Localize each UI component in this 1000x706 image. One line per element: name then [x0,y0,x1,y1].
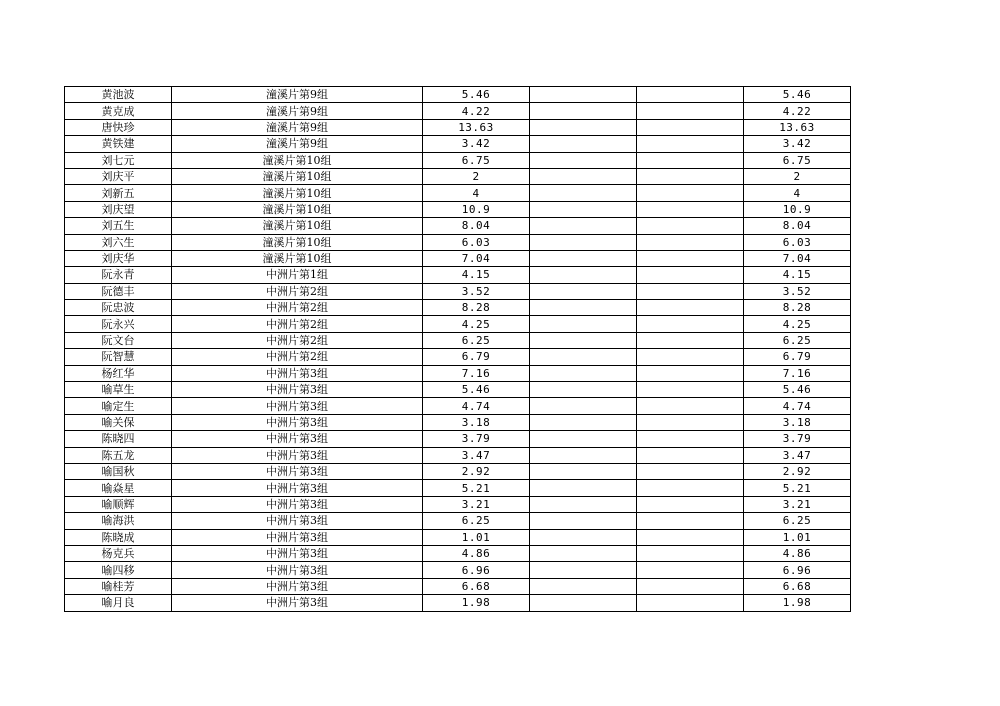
cell-group: 中洲片第2组 [172,316,423,332]
cell-total: 3.21 [744,496,851,512]
cell-empty [637,218,744,234]
table-body [65,87,851,612]
cell-total: 1.01 [744,529,851,545]
cell-total: 2 [744,168,851,184]
cell-value: 8.28 [423,300,530,316]
cell-total: 4.15 [744,267,851,283]
cell-empty [637,529,744,545]
cell-empty [637,267,744,283]
table-row [65,365,851,381]
cell-value: 3.79 [423,431,530,447]
cell-group: 中洲片第2组 [172,283,423,299]
cell-empty [637,185,744,201]
cell-empty [637,332,744,348]
cell-empty [637,349,744,365]
cell-value: 4.22 [423,103,530,119]
cell-empty [530,316,637,332]
cell-group: 中洲片第3组 [172,382,423,398]
cell-group: 中洲片第3组 [172,447,423,463]
cell-name: 阮文台 [65,332,172,348]
table-row [65,398,851,414]
cell-empty [530,201,637,217]
cell-empty [637,496,744,512]
cell-group: 潼溪片第9组 [172,119,423,135]
cell-total: 6.96 [744,562,851,578]
cell-group: 中洲片第3组 [172,529,423,545]
cell-total: 6.25 [744,332,851,348]
cell-empty [530,496,637,512]
cell-value: 4.86 [423,545,530,561]
cell-name: 刘五生 [65,218,172,234]
cell-empty [530,431,637,447]
cell-value: 3.52 [423,283,530,299]
cell-empty [637,578,744,594]
cell-empty [530,447,637,463]
cell-empty [637,250,744,266]
cell-group: 中洲片第3组 [172,513,423,529]
cell-value: 5.46 [423,382,530,398]
cell-total: 3.52 [744,283,851,299]
cell-group: 中洲片第3组 [172,431,423,447]
cell-empty [530,332,637,348]
table-row [65,218,851,234]
cell-group: 潼溪片第10组 [172,168,423,184]
cell-empty [637,365,744,381]
cell-empty [637,300,744,316]
cell-name: 喻草生 [65,382,172,398]
cell-empty [637,562,744,578]
cell-empty [637,447,744,463]
cell-empty [530,168,637,184]
cell-name: 陈五龙 [65,447,172,463]
table-row [65,201,851,217]
table-row [65,431,851,447]
data-table [64,86,851,612]
cell-group: 中洲片第3组 [172,398,423,414]
cell-total: 2.92 [744,463,851,479]
table-row [65,578,851,594]
table-row [65,332,851,348]
cell-group: 中洲片第3组 [172,595,423,611]
cell-empty [637,234,744,250]
cell-empty [637,152,744,168]
cell-name: 喻桂芳 [65,578,172,594]
cell-name: 喻定生 [65,398,172,414]
cell-empty [530,250,637,266]
cell-name: 喻海洪 [65,513,172,529]
cell-empty [530,267,637,283]
cell-empty [637,513,744,529]
cell-name: 刘庆华 [65,250,172,266]
table-row [65,185,851,201]
cell-name: 黄池波 [65,87,172,103]
cell-name: 喻国秋 [65,463,172,479]
cell-empty [637,595,744,611]
cell-value: 6.68 [423,578,530,594]
cell-group: 中洲片第3组 [172,496,423,512]
table-row [65,529,851,545]
cell-total: 8.04 [744,218,851,234]
table-row [65,595,851,611]
cell-empty [637,201,744,217]
cell-empty [637,382,744,398]
table-row [65,480,851,496]
cell-empty [530,136,637,152]
cell-value: 8.04 [423,218,530,234]
table-row [65,234,851,250]
cell-empty [530,300,637,316]
cell-name: 杨克兵 [65,545,172,561]
cell-name: 杨红华 [65,365,172,381]
cell-total: 3.47 [744,447,851,463]
cell-value: 7.04 [423,250,530,266]
table-row [65,136,851,152]
cell-empty [637,545,744,561]
cell-empty [637,119,744,135]
cell-name: 阮忠波 [65,300,172,316]
cell-value: 1.98 [423,595,530,611]
table-row [65,300,851,316]
cell-group: 中洲片第2组 [172,300,423,316]
cell-empty [530,463,637,479]
cell-group: 中洲片第3组 [172,365,423,381]
cell-empty [530,480,637,496]
cell-group: 中洲片第2组 [172,332,423,348]
cell-empty [637,398,744,414]
cell-empty [530,103,637,119]
cell-total: 6.03 [744,234,851,250]
cell-group: 潼溪片第9组 [172,103,423,119]
table-row [65,283,851,299]
cell-group: 中洲片第3组 [172,480,423,496]
cell-value: 4 [423,185,530,201]
cell-value: 3.18 [423,414,530,430]
table-row [65,267,851,283]
cell-empty [530,562,637,578]
cell-name: 陈晓四 [65,431,172,447]
cell-group: 潼溪片第10组 [172,185,423,201]
cell-value: 5.46 [423,87,530,103]
cell-total: 4.86 [744,545,851,561]
cell-name: 黄铁建 [65,136,172,152]
cell-value: 10.9 [423,201,530,217]
cell-value: 3.47 [423,447,530,463]
cell-group: 潼溪片第9组 [172,136,423,152]
cell-total: 6.68 [744,578,851,594]
cell-total: 3.42 [744,136,851,152]
cell-empty [530,545,637,561]
cell-group: 潼溪片第10组 [172,218,423,234]
table-row [65,152,851,168]
cell-value: 13.63 [423,119,530,135]
cell-value: 3.42 [423,136,530,152]
cell-group: 中洲片第2组 [172,349,423,365]
cell-empty [637,463,744,479]
table-row [65,349,851,365]
cell-empty [530,578,637,594]
cell-value: 6.25 [423,332,530,348]
table-row [65,103,851,119]
cell-name: 喻月良 [65,595,172,611]
cell-empty [530,349,637,365]
cell-name: 陈晓成 [65,529,172,545]
cell-empty [530,119,637,135]
cell-empty [637,480,744,496]
cell-name: 刘新五 [65,185,172,201]
cell-total: 4 [744,185,851,201]
cell-name: 刘六生 [65,234,172,250]
cell-name: 阮永兴 [65,316,172,332]
cell-empty [530,398,637,414]
table-row [65,382,851,398]
cell-name: 阮智慧 [65,349,172,365]
cell-empty [637,87,744,103]
cell-value: 6.03 [423,234,530,250]
table-row [65,562,851,578]
cell-empty [530,595,637,611]
cell-total: 3.18 [744,414,851,430]
cell-name: 喻顺辉 [65,496,172,512]
cell-value: 5.21 [423,480,530,496]
cell-empty [637,136,744,152]
cell-empty [530,513,637,529]
cell-empty [637,103,744,119]
cell-value: 3.21 [423,496,530,512]
table-row [65,250,851,266]
cell-value: 1.01 [423,529,530,545]
cell-total: 5.46 [744,382,851,398]
table-row [65,168,851,184]
cell-name: 喻四移 [65,562,172,578]
cell-group: 潼溪片第10组 [172,250,423,266]
cell-empty [530,87,637,103]
table-row [65,87,851,103]
cell-total: 1.98 [744,595,851,611]
cell-total: 6.79 [744,349,851,365]
cell-empty [530,218,637,234]
cell-group: 潼溪片第10组 [172,152,423,168]
cell-group: 中洲片第3组 [172,414,423,430]
cell-empty [530,382,637,398]
cell-group: 潼溪片第10组 [172,234,423,250]
cell-name: 阮德丰 [65,283,172,299]
table-row [65,463,851,479]
cell-value: 4.25 [423,316,530,332]
cell-name: 刘庆望 [65,201,172,217]
cell-name: 刘七元 [65,152,172,168]
cell-value: 4.15 [423,267,530,283]
cell-empty [637,168,744,184]
cell-total: 4.25 [744,316,851,332]
table-row [65,414,851,430]
cell-group: 中洲片第3组 [172,463,423,479]
cell-group: 中洲片第3组 [172,545,423,561]
cell-value: 6.96 [423,562,530,578]
cell-empty [530,185,637,201]
cell-value: 6.25 [423,513,530,529]
cell-total: 7.04 [744,250,851,266]
cell-total: 5.46 [744,87,851,103]
cell-name: 黄克成 [65,103,172,119]
cell-empty [530,283,637,299]
cell-value: 2.92 [423,463,530,479]
table-row [65,316,851,332]
table-row [65,513,851,529]
cell-group: 潼溪片第9组 [172,87,423,103]
cell-total: 7.16 [744,365,851,381]
cell-empty [637,414,744,430]
cell-total: 3.79 [744,431,851,447]
table-row [65,545,851,561]
cell-total: 6.25 [744,513,851,529]
cell-value: 6.79 [423,349,530,365]
cell-name: 喻焱星 [65,480,172,496]
cell-empty [530,529,637,545]
cell-total: 5.21 [744,480,851,496]
cell-total: 6.75 [744,152,851,168]
cell-name: 唐快珍 [65,119,172,135]
cell-empty [637,316,744,332]
table-row [65,447,851,463]
cell-empty [530,414,637,430]
table-row [65,496,851,512]
cell-value: 6.75 [423,152,530,168]
cell-total: 10.9 [744,201,851,217]
cell-empty [637,431,744,447]
table-row [65,119,851,135]
cell-empty [530,234,637,250]
cell-empty [530,365,637,381]
cell-name: 刘庆平 [65,168,172,184]
cell-empty [530,152,637,168]
cell-total: 8.28 [744,300,851,316]
cell-total: 4.74 [744,398,851,414]
cell-group: 潼溪片第10组 [172,201,423,217]
cell-value: 7.16 [423,365,530,381]
cell-total: 4.22 [744,103,851,119]
cell-group: 中洲片第1组 [172,267,423,283]
cell-value: 4.74 [423,398,530,414]
cell-value: 2 [423,168,530,184]
cell-group: 中洲片第3组 [172,562,423,578]
cell-total: 13.63 [744,119,851,135]
cell-name: 阮永青 [65,267,172,283]
cell-group: 中洲片第3组 [172,578,423,594]
cell-name: 喻关保 [65,414,172,430]
cell-empty [637,283,744,299]
